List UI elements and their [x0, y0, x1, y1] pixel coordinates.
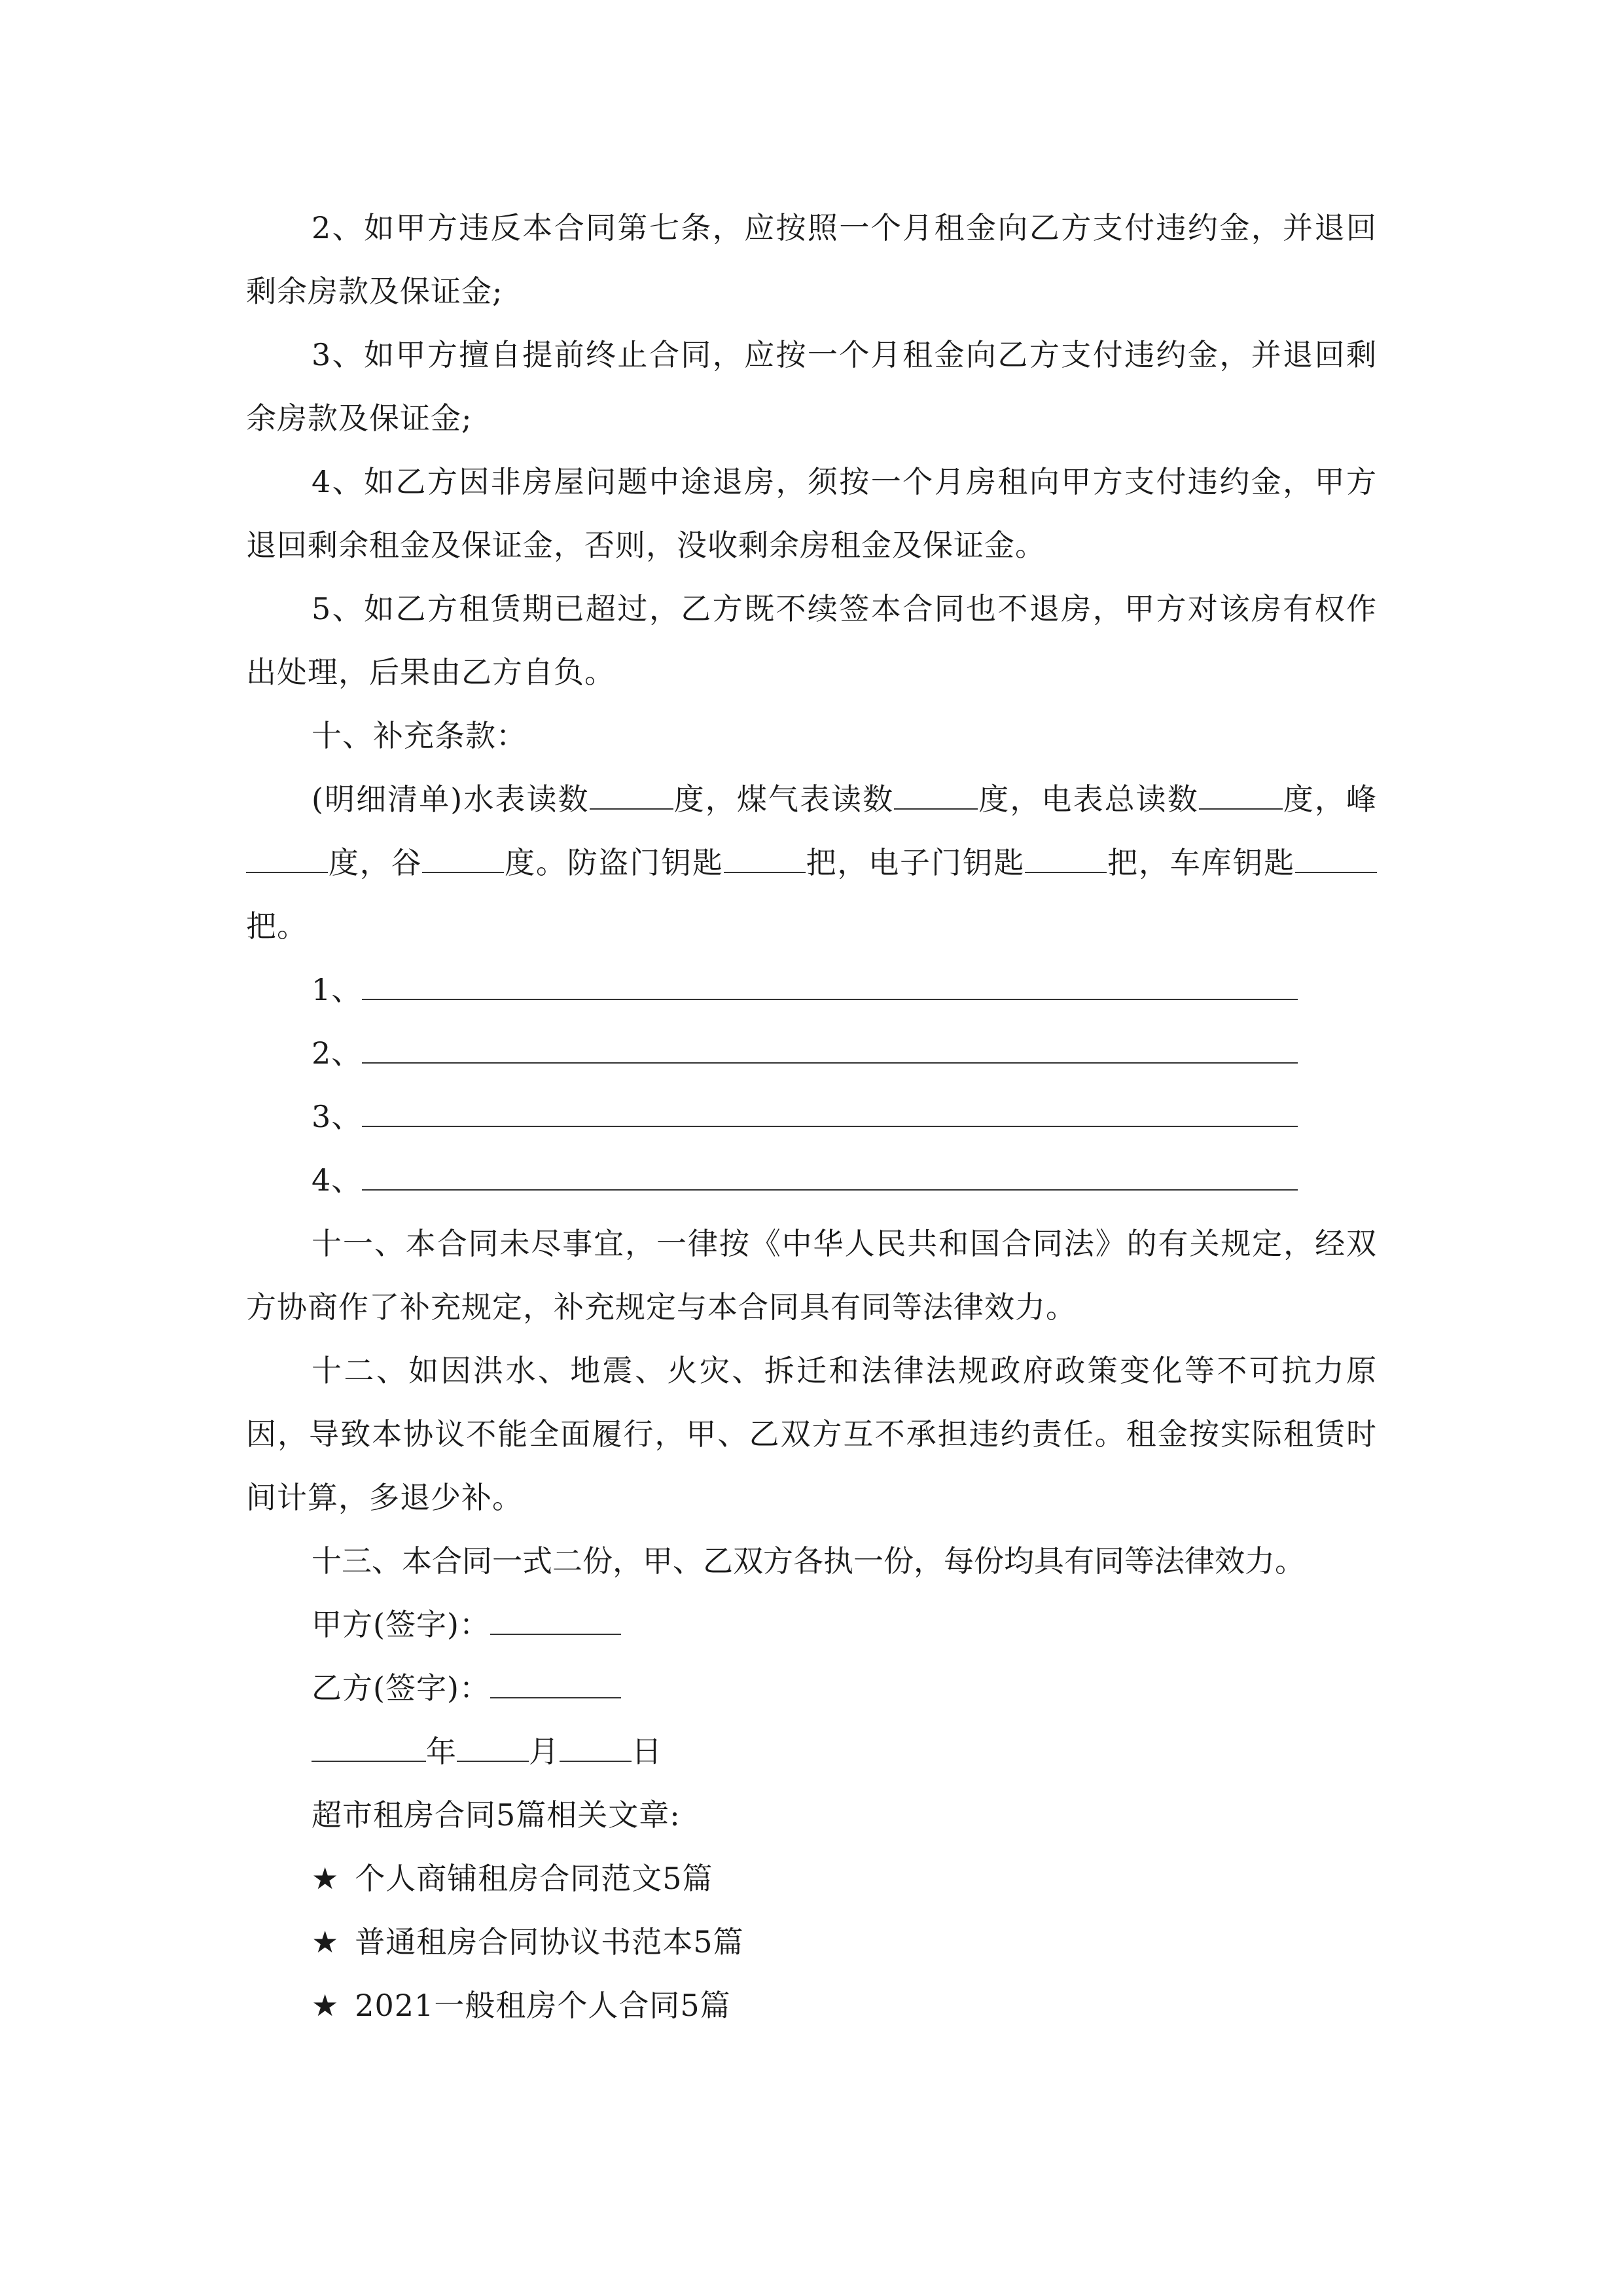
section-10-title: 十、补充条款：: [312, 718, 527, 753]
detail-text-4: 度，谷: [328, 845, 423, 880]
detail-text-7: 把，车库钥匙: [1107, 845, 1296, 880]
clause-5: 5、如乙方租赁期已超过，乙方既不续签本合同也不退房，甲方对该房有权作出处理，后果由乙方自负。: [246, 591, 1377, 690]
detail-text-5: 度。防盗门钥匙: [504, 845, 724, 880]
electronic-door-key-blank: [1025, 846, 1107, 873]
star-icon: ★: [312, 1988, 340, 2023]
detail-text-2: 度，电表总读数: [978, 781, 1199, 817]
month-blank: [457, 1734, 529, 1762]
supplement-item-blank: [362, 1100, 1298, 1127]
party-a-signature: 甲方(签字)：: [246, 1593, 1377, 1657]
security-door-key-blank: [724, 846, 806, 873]
section-12: 十二、如因洪水、地震、火灾、拆迁和法律法规政府政策变化等不可抗力原因，导致本协议不能全面履行，甲、乙双方互不承担违约责任。租金按实际租赁时间计算，多退少补。: [246, 1353, 1377, 1515]
clause-2: 2、如甲方违反本合同第七条，应按照一个月租金向乙方支付违约金，并退回剩余房款及保证金;: [246, 210, 1377, 309]
supplement-item-blank: [362, 1036, 1298, 1064]
electric-meter-blank: [1199, 782, 1283, 810]
clause-4: 4、如乙方因非房屋问题中途退房，须按一个月房租向甲方支付违约金，甲方退回剩余租金及保证金，否则，没收剩余房租金及保证金。: [246, 464, 1377, 563]
section-13: 十三、本合同一式二份，甲、乙双方各执一份，每份均具有同等法律效力。: [312, 1543, 1305, 1579]
supplement-item: 3、: [246, 1085, 1377, 1149]
supplement-item-blank: [362, 973, 1298, 1000]
detail-lead: (明细清单)水表读数: [312, 781, 590, 817]
party-b-signature: 乙方(签字)：: [246, 1657, 1377, 1720]
supplement-item: 1、: [246, 958, 1377, 1022]
clause-3: 3、如甲方擅自提前终止合同，应按一个月租金向乙方支付违约金，并退回剩余房款及保证金;: [246, 337, 1377, 436]
related-articles-heading: 超市租房合同5篇相关文章:: [312, 1797, 681, 1833]
detail-text-3: 度，峰: [1282, 781, 1377, 817]
signing-date: 年 月 日: [246, 1720, 1377, 1784]
document-page: [246, 196, 1377, 2037]
day-blank: [560, 1734, 632, 1762]
party-a-signature-blank: [490, 1607, 621, 1635]
detail-text-1: 度，煤气表读数: [673, 781, 895, 817]
star-icon: ★: [312, 1924, 340, 1960]
detail-text-6: 把，电子门钥匙: [805, 845, 1026, 880]
peak-reading-blank: [246, 846, 328, 873]
supplement-item-blank: [362, 1163, 1298, 1191]
garage-key-blank: [1295, 846, 1377, 873]
related-article-link[interactable]: ★ 2021一般租房个人合同5篇: [312, 1988, 731, 2023]
gas-meter-blank: [894, 782, 978, 810]
supplement-detail-list: [246, 768, 1377, 958]
valley-reading-blank: [422, 846, 504, 873]
water-meter-blank: [590, 782, 673, 810]
supplement-item: 4、: [246, 1149, 1377, 1212]
related-article-link[interactable]: ★ 个人商铺租房合同范文5篇: [312, 1861, 713, 1896]
section-11: 十一、本合同未尽事宜，一律按《中华人民共和国合同法》的有关规定，经双方协商作了补充规定，补充规定与本合同具有同等法律效力。: [246, 1226, 1377, 1325]
related-article-link[interactable]: ★ 普通租房合同协议书范本5篇: [312, 1924, 744, 1960]
year-blank: [312, 1734, 426, 1762]
detail-text-8: 把。: [246, 908, 308, 944]
party-b-signature-blank: [490, 1671, 621, 1698]
star-icon: ★: [312, 1861, 340, 1896]
supplement-item: 2、: [246, 1022, 1377, 1085]
